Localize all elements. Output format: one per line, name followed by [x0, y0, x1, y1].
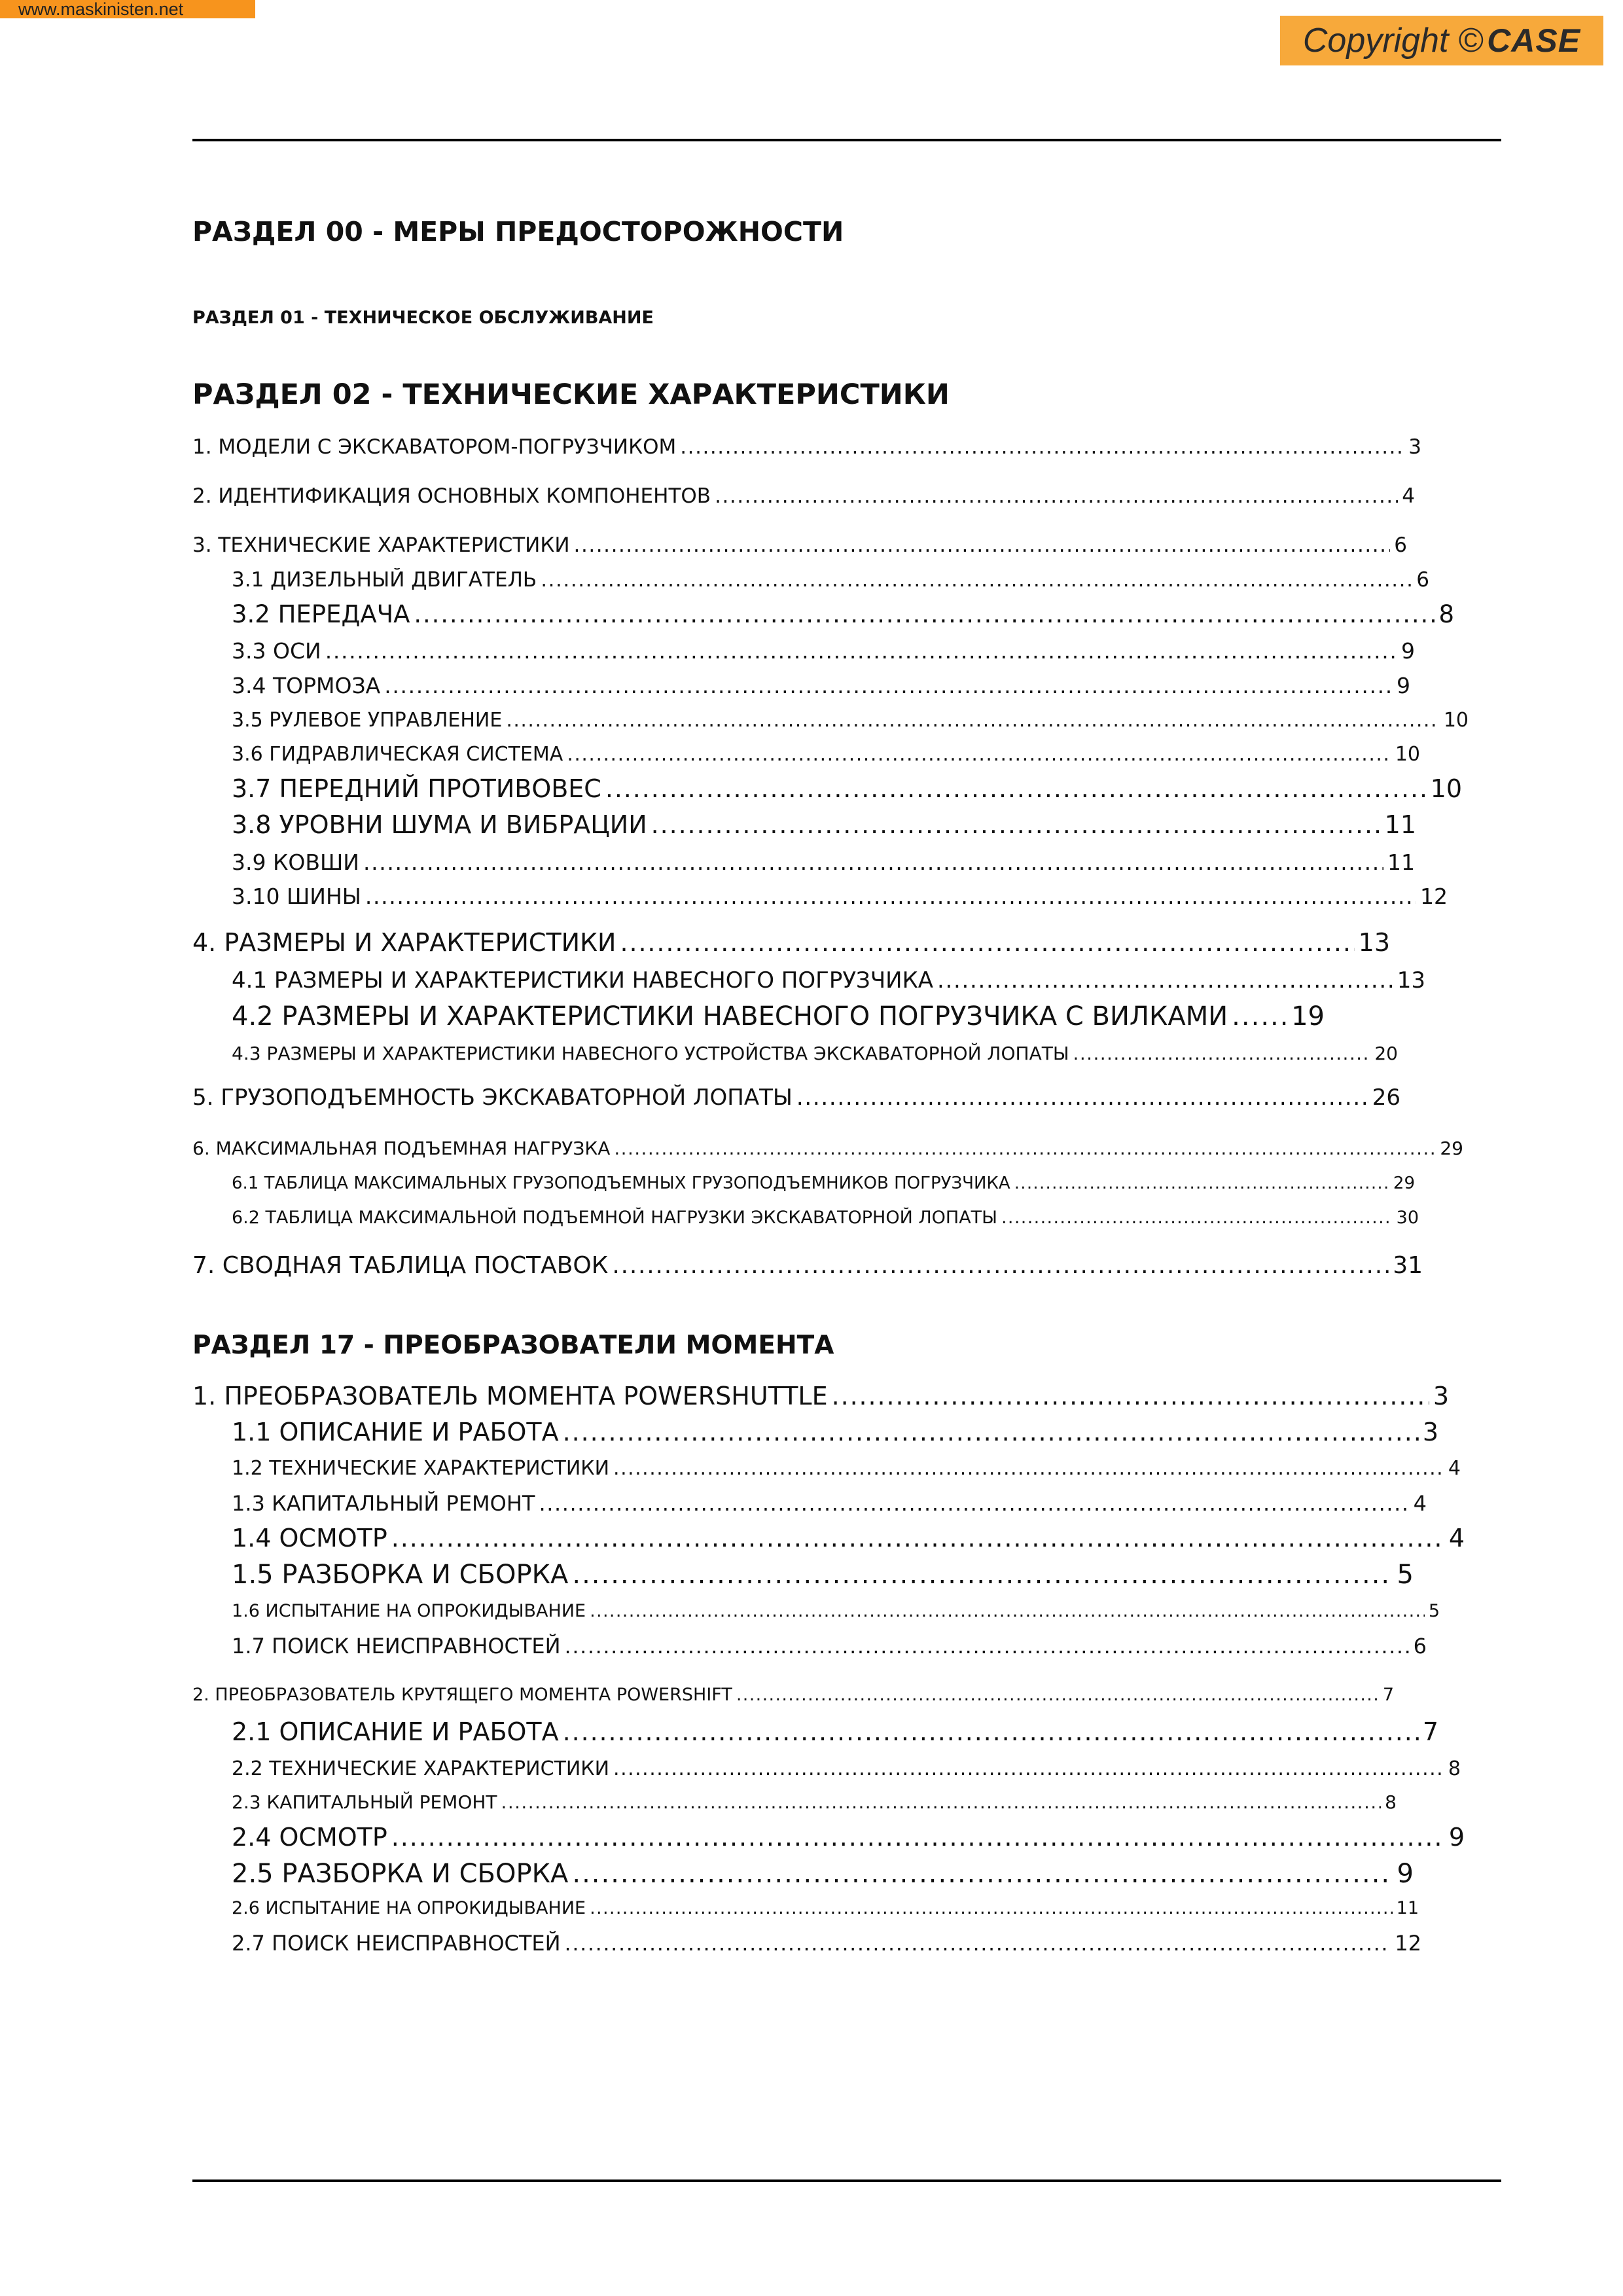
toc02-entry[interactable] [192, 1252, 1423, 1279]
section-00-heading: РАЗДЕЛ 00 - МЕРЫ ПРЕДОСТОРОЖНОСТИ [192, 216, 844, 247]
toc17-entry[interactable] [232, 1859, 1414, 1889]
toc02-entry[interactable] [232, 1208, 1419, 1228]
toc-page-number: 26 [1372, 1085, 1400, 1111]
toc-entry-title: 2.3 КАПИТАЛЬНЫЙ РЕМОНТ [232, 1791, 497, 1813]
toc-page-number: 20 [1374, 1043, 1398, 1064]
toc-page-number: 4 [1402, 484, 1415, 508]
toc-page-number: 3 [1408, 435, 1421, 459]
toc-entry-title: 3.7 ПЕРЕДНИЙ ПРОТИВОВЕС [232, 774, 601, 803]
toc-page-number: 12 [1420, 884, 1448, 909]
toc17-entry[interactable] [192, 1382, 1449, 1410]
toc-dot-leader [590, 1898, 1393, 1918]
toc02-entry[interactable] [232, 1001, 1325, 1031]
toc-dot-leader [680, 435, 1404, 459]
toc-dot-leader [567, 743, 1391, 766]
toc02-entry[interactable] [192, 533, 1407, 557]
toc-dot-leader [365, 884, 1416, 909]
toc02-entry[interactable] [232, 810, 1416, 839]
toc-page-number: 8 [1385, 1791, 1397, 1813]
toc-dot-leader [937, 967, 1393, 994]
toc17-entry[interactable] [232, 1931, 1421, 1956]
toc02-entry[interactable] [232, 1043, 1398, 1064]
toc17-entry[interactable] [232, 1791, 1397, 1813]
toc-dot-leader [796, 1085, 1368, 1111]
toc-dot-leader [506, 709, 1439, 732]
toc-entry-title: 2. ИДЕНТИФИКАЦИЯ ОСНОВНЫХ КОМПОНЕНТОВ [192, 484, 711, 508]
toc-entry-title: 1.7 ПОИСК НЕИСПРАВНОСТЕЙ [232, 1634, 561, 1659]
toc-entry-title: 3.2 ПЕРЕДАЧА [232, 600, 410, 628]
toc-page-number: 9 [1397, 1859, 1414, 1889]
toc-dot-leader [590, 1601, 1425, 1621]
toc-page-number: 6 [1413, 1634, 1427, 1659]
toc-page-number: 9 [1397, 673, 1410, 698]
toc-page-number: 3 [1433, 1382, 1449, 1410]
toc-dot-leader [391, 1823, 1445, 1852]
toc02-entry[interactable] [232, 850, 1415, 875]
toc-page-number: 4 [1448, 1457, 1461, 1480]
toc-dot-leader [539, 1491, 1409, 1516]
toc-entry-title: 4.3 РАЗМЕРЫ И ХАРАКТЕРИСТИКИ НАВЕСНОГО УСТРОЙСТВА ЭКСКАВАТОРНОЙ ЛОПАТЫ [232, 1043, 1069, 1064]
toc-entry-title: 5. ГРУЗОПОДЪЕМНОСТЬ ЭКСКАВАТОРНОЙ ЛОПАТЫ [192, 1085, 793, 1111]
toc-entry-title: 3.9 КОВШИ [232, 850, 359, 875]
toc-page-number: 5 [1397, 1560, 1414, 1590]
toc02-entry[interactable] [232, 774, 1462, 803]
toc-entry-title: 6. МАКСИМАЛЬНАЯ ПОДЪЕМНАЯ НАГРУЗКА [192, 1138, 611, 1159]
toc-entry-title: 1.6 ИСПЫТАНИЕ НА ОПРОКИДЫВАНИЕ [232, 1601, 586, 1621]
toc17-entry[interactable] [232, 1524, 1465, 1552]
toc-entry-title: 2.7 ПОИСК НЕИСПРАВНОСТЕЙ [232, 1931, 561, 1956]
toc-entry-title: 1. МОДЕЛИ С ЭКСКАВАТОРОМ-ПОГРУЗЧИКОМ [192, 435, 677, 459]
toc-dot-leader [325, 638, 1397, 664]
toc-page-number: 4 [1413, 1491, 1427, 1516]
toc-page-number: 8 [1438, 600, 1454, 628]
toc-entry-title: 4.2 РАЗМЕРЫ И ХАРАКТЕРИСТИКИ НАВЕСНОГО ПОГРУЗЧИКА С ВИЛКАМИ [232, 1001, 1228, 1031]
toc-entry-title: 2. ПРЕОБРАЗОВАТЕЛЬ КРУТЯЩЕГО МОМЕНТА POWERSHIFT [192, 1685, 732, 1705]
toc-dot-leader [1014, 1174, 1389, 1193]
toc-page-number: 10 [1443, 709, 1469, 732]
brand-logo-text: CASE [1487, 22, 1581, 59]
toc-page-number: 8 [1448, 1757, 1461, 1780]
toc-page-number: 29 [1393, 1174, 1415, 1193]
toc17-entry[interactable] [232, 1757, 1461, 1780]
toc-entry-title: 4. РАЗМЕРЫ И ХАРАКТЕРИСТИКИ [192, 928, 616, 957]
toc-dot-leader [563, 1717, 1419, 1746]
toc-dot-leader [572, 1859, 1393, 1889]
toc02-entry[interactable] [232, 568, 1429, 592]
toc-page-number: 9 [1401, 638, 1415, 664]
toc-entry-title: 3.10 ШИНЫ [232, 884, 361, 909]
toc02-entry[interactable] [232, 600, 1454, 628]
section-02-heading: РАЗДЕЛ 02 - ТЕХНИЧЕСКИЕ ХАРАКТЕРИСТИКИ [192, 378, 950, 411]
toc17-entry[interactable] [232, 1634, 1427, 1659]
toc-entry-title: 2.6 ИСПЫТАНИЕ НА ОПРОКИДЫВАНИЕ [232, 1898, 586, 1918]
toc-dot-leader [1073, 1043, 1371, 1064]
toc02-entry[interactable] [192, 1085, 1400, 1111]
toc-dot-leader [391, 1524, 1445, 1552]
toc-entry-title: 2.2 ТЕХНИЧЕСКИЕ ХАРАКТЕРИСТИКИ [232, 1757, 610, 1780]
toc-dot-leader [541, 568, 1412, 592]
toc-dot-leader [605, 774, 1427, 803]
toc-dot-leader [501, 1791, 1382, 1813]
toc-page-number: 30 [1396, 1208, 1419, 1228]
toc02-entry[interactable] [192, 1138, 1463, 1159]
toc-dot-leader [736, 1685, 1379, 1705]
toc17-entry[interactable] [232, 1560, 1414, 1590]
toc-page-number: 11 [1387, 850, 1415, 875]
toc-dot-leader [363, 850, 1383, 875]
toc-dot-leader [614, 1138, 1436, 1159]
toc-page-number: 4 [1448, 1524, 1465, 1552]
toc-entry-title: 1.2 ТЕХНИЧЕСКИЕ ХАРАКТЕРИСТИКИ [232, 1457, 610, 1480]
toc-entry-title: 7. СВОДНАЯ ТАБЛИЦА ПОСТАВОК [192, 1252, 609, 1279]
footer-divider [192, 2179, 1501, 2182]
toc-dot-leader [1001, 1208, 1393, 1228]
toc-entry-title: 1. ПРЕОБРАЗОВАТЕЛЬ МОМЕНТА POWERSHUTTLE [192, 1382, 828, 1410]
toc-entry-title: 2.4 ОСМОТР [232, 1823, 387, 1852]
toc-page-number: 3 [1422, 1418, 1438, 1446]
toc-dot-leader [651, 810, 1381, 839]
toc-entry-title: 1.4 ОСМОТР [232, 1524, 387, 1552]
header-divider [192, 139, 1501, 141]
toc-dot-leader [832, 1382, 1429, 1410]
toc-page-number: 6 [1416, 568, 1429, 592]
toc17-entry[interactable] [232, 1601, 1440, 1621]
toc-page-number: 19 [1291, 1001, 1325, 1031]
toc-dot-leader [565, 1634, 1410, 1659]
toc-page-number: 5 [1428, 1601, 1440, 1621]
toc-dot-leader [572, 1560, 1393, 1590]
toc-dot-leader [620, 928, 1354, 957]
toc-entry-title: 6.2 ТАБЛИЦА МАКСИМАЛЬНОЙ ПОДЪЕМНОЙ НАГРУЗКИ ЭКСКАВАТОРНОЙ ЛОПАТЫ [232, 1208, 997, 1228]
toc-dot-leader [1232, 1001, 1287, 1031]
toc02-entry[interactable] [232, 709, 1469, 732]
section-01-heading: РАЗДЕЛ 01 - ТЕХНИЧЕСКОЕ ОБСЛУЖИВАНИЕ [192, 308, 654, 328]
toc-page-number: 13 [1397, 967, 1425, 994]
toc-entry-title: 2.1 ОПИСАНИЕ И РАБОТА [232, 1717, 559, 1746]
toc-entry-title: 4.1 РАЗМЕРЫ И ХАРАКТЕРИСТИКИ НАВЕСНОГО ПОГРУЗЧИКА [232, 967, 933, 994]
toc-entry-title: 3.5 РУЛЕВОЕ УПРАВЛЕНИЕ [232, 709, 503, 732]
toc-entry-title: 3.1 ДИЗЕЛЬНЫЙ ДВИГАТЕЛЬ [232, 568, 537, 592]
toc-page-number: 10 [1430, 774, 1462, 803]
toc-page-number: 13 [1358, 928, 1390, 957]
toc02-entry[interactable] [192, 435, 1421, 459]
toc-page-number: 6 [1394, 533, 1407, 557]
toc02-entry[interactable] [232, 673, 1410, 698]
toc02-entry[interactable] [232, 638, 1415, 664]
toc-page-number: 29 [1440, 1138, 1463, 1159]
toc-dot-leader [565, 1931, 1391, 1956]
source-watermark-label: www.maskinisten.net [0, 0, 255, 18]
toc-entry-title: 3. ТЕХНИЧЕСКИЕ ХАРАКТЕРИСТИКИ [192, 533, 570, 557]
toc17-entry[interactable] [192, 1685, 1394, 1705]
toc-entry-title: 1.5 РАЗБОРКА И СБОРКА [232, 1560, 569, 1590]
toc-page-number: 11 [1396, 1898, 1419, 1918]
toc-entry-title: 1.3 КАПИТАЛЬНЫЙ РЕМОНТ [232, 1491, 535, 1516]
toc17-entry[interactable] [232, 1457, 1461, 1480]
toc-entry-title: 6.1 ТАБЛИЦА МАКСИМАЛЬНЫХ ГРУЗОПОДЪЕМНЫХ ГРУЗОПОДЪЕМНИКОВ ПОГРУЗЧИКА [232, 1174, 1010, 1193]
toc-dot-leader [574, 533, 1391, 557]
toc-page-number: 7 [1422, 1717, 1438, 1746]
toc02-entry[interactable] [232, 967, 1425, 994]
toc02-entry[interactable] [232, 1174, 1415, 1193]
copyright-text: Copyright © [1302, 22, 1484, 60]
toc-page-number: 9 [1448, 1823, 1465, 1852]
toc-entry-title: 3.8 УРОВНИ ШУМА И ВИБРАЦИИ [232, 810, 647, 839]
toc-page-number: 10 [1395, 743, 1420, 766]
toc-entry-title: 3.6 ГИДРАВЛИЧЕСКАЯ СИСТЕМА [232, 743, 563, 766]
toc-page-number: 11 [1384, 810, 1416, 839]
toc02-entry[interactable] [192, 484, 1415, 508]
toc-page-number: 31 [1393, 1252, 1423, 1279]
toc17-entry[interactable] [232, 1898, 1419, 1918]
toc17-entry[interactable] [232, 1418, 1438, 1446]
toc-dot-leader [613, 1457, 1444, 1480]
toc-entry-title: 2.5 РАЗБОРКА И СБОРКА [232, 1859, 569, 1889]
toc-dot-leader [613, 1757, 1444, 1780]
toc02-entry[interactable] [232, 743, 1420, 766]
toc-page-number: 12 [1395, 1931, 1421, 1956]
toc17-entry[interactable] [232, 1717, 1438, 1746]
toc-dot-leader [384, 673, 1393, 698]
toc17-entry[interactable] [232, 1491, 1427, 1516]
toc02-entry[interactable] [232, 884, 1448, 909]
toc-dot-leader [563, 1418, 1419, 1446]
toc-page-number: 7 [1382, 1685, 1394, 1705]
copyright-badge [1280, 16, 1603, 65]
toc-dot-leader [715, 484, 1398, 508]
toc-dot-leader [612, 1252, 1389, 1279]
toc-entry-title: 1.1 ОПИСАНИЕ И РАБОТА [232, 1418, 559, 1446]
toc-dot-leader [414, 600, 1435, 628]
toc-entry-title: 3.3 ОСИ [232, 638, 321, 664]
section-17-heading: РАЗДЕЛ 17 - ПРЕОБРАЗОВАТЕЛИ МОМЕНТА [192, 1331, 834, 1360]
toc17-entry[interactable] [232, 1823, 1465, 1852]
toc-entry-title: 3.4 ТОРМОЗА [232, 673, 381, 698]
toc02-entry[interactable] [192, 928, 1390, 957]
